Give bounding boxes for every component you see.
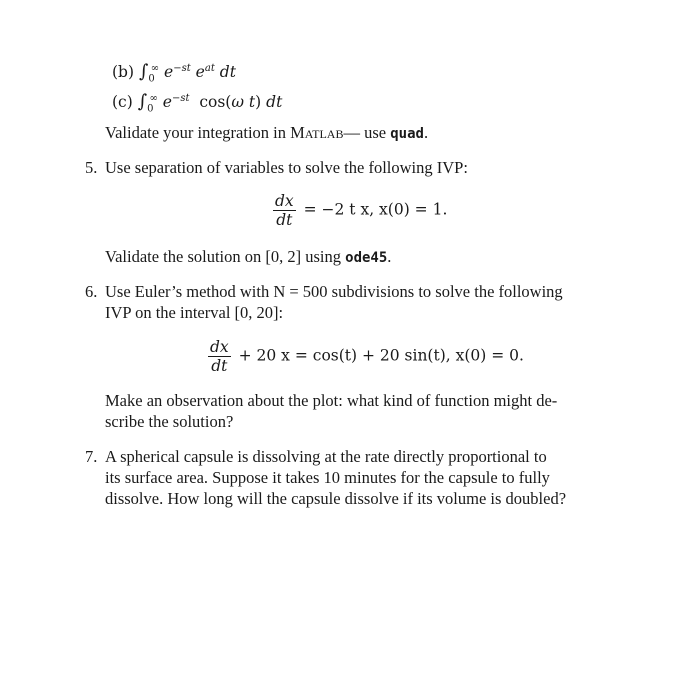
problem-6-equation: $\frac{dx}{dt}$ + 20 x = cos(t) + 20 sin(t), x(0) = 0. (210, 338, 524, 375)
problem-5-equation: $\frac{dx}{dt}$ = −2 t x, x(0) = 1. (275, 192, 448, 229)
problem-6-observation-line1: Make an observation about the plot: what kind of function might de- (105, 391, 558, 410)
integral-sign: ∫ (138, 61, 149, 83)
derivative-fraction: $\frac{dx}{dt}$ (210, 338, 229, 375)
problem-5-text: Use separation of variables to solve the following IVP: (105, 158, 468, 177)
integral-sign: ∫ (137, 91, 148, 113)
validate-integration: Validate your integration in Matlab— use quad. (105, 123, 429, 142)
problem-6-line2: IVP on the interval [0, 20]: (105, 303, 284, 322)
problem-5-validate: Validate the solution on [0, 2] using ode45. (105, 247, 392, 266)
problem-7-line2: its surface area. Suppose it takes 10 minutes for the capsule to fully (105, 468, 550, 487)
problem-7-line1: A spherical capsule is dissolving at the rate directly proportional to (105, 447, 547, 466)
problem-7-number: 7. (85, 447, 98, 466)
part-c-label: (c) (112, 93, 133, 112)
problem-6-observation-line2: scribe the solution? (105, 412, 234, 431)
problem-5-number: 5. (85, 158, 98, 177)
part-b-label: (b) (112, 63, 135, 82)
problem-6-line1: Use Euler’s method with N = 500 subdivisions to solve the following (105, 282, 563, 301)
problem-7-line3: dissolve. How long will the capsule dissolve if its volume is doubled? (105, 489, 567, 508)
derivative-fraction: $\frac{dx}{dt}$ (275, 192, 294, 229)
part-c: (c) $\int_0^\infty$ $e^{-st}$ cos(ω t) dt (112, 91, 283, 115)
problem-6-number: 6. (85, 282, 98, 301)
part-b: (b) $\int_0^\infty$ $e^{-st}$ $e^{at}$ dt (112, 61, 236, 85)
